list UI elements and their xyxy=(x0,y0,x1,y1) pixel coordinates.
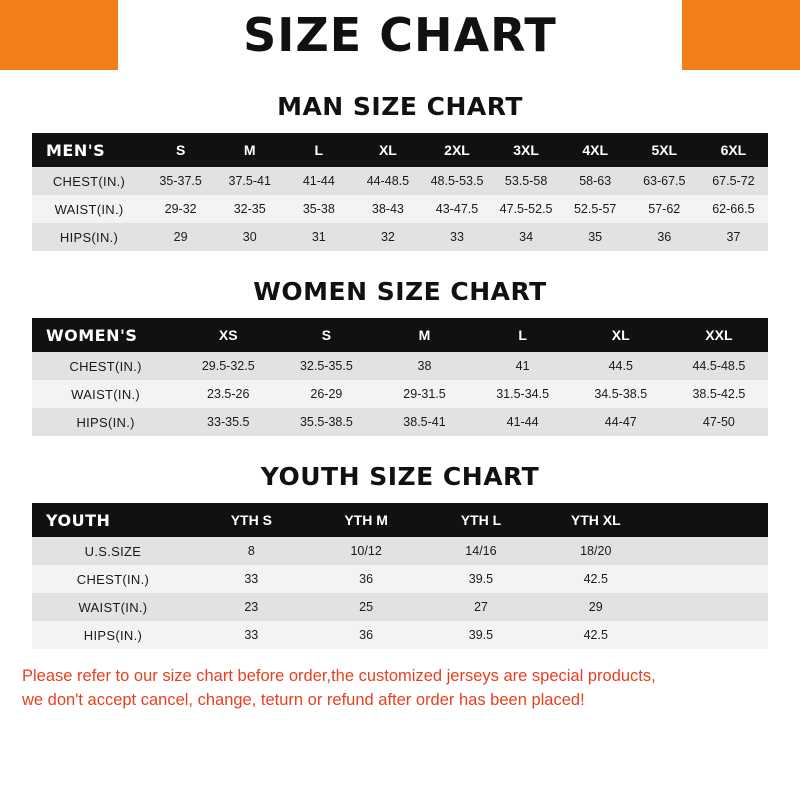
table-cell: 23.5-26 xyxy=(207,387,250,401)
table-header-row xyxy=(32,503,768,537)
table-header-cell: L xyxy=(518,327,527,343)
table-header-cell: M xyxy=(418,327,431,343)
women-section-title: WOMEN SIZE CHART xyxy=(253,277,547,306)
table-cell: 62-66.5 xyxy=(712,202,755,216)
page-title: SIZE CHART xyxy=(243,8,557,62)
table-row xyxy=(32,380,768,408)
table-cell: 10/12 xyxy=(350,544,382,558)
table-cell: 29-31.5 xyxy=(403,387,446,401)
disclaimer-line-1: Please refer to our size chart before order,the customized jerseys are special products, xyxy=(22,667,656,685)
table-row xyxy=(32,593,768,621)
row-label: HIPS(IN.) xyxy=(59,229,119,245)
row-label: CHEST(IN.) xyxy=(69,358,142,374)
table-cell: 32-35 xyxy=(233,202,266,216)
table-cell: 36 xyxy=(657,230,672,244)
man-size-table xyxy=(32,133,768,251)
table-cell: 31 xyxy=(311,230,326,244)
table-header-cell: WOMEN'S xyxy=(46,325,138,345)
table-cell: 32 xyxy=(380,230,395,244)
table-cell: 48.5-53.5 xyxy=(430,174,484,188)
table-cell: 44.5 xyxy=(608,359,633,373)
row-label: HIPS(IN.) xyxy=(76,414,135,430)
table-cell xyxy=(653,565,768,593)
table-header-cell: M xyxy=(243,142,256,158)
table-cell: 42.5 xyxy=(583,572,608,586)
table-cell: 8 xyxy=(247,544,255,558)
row-label: CHEST(IN.) xyxy=(52,173,126,189)
table-cell xyxy=(653,593,768,621)
table-cell: 53.5-58 xyxy=(504,174,548,188)
table-cell: 67.5-72 xyxy=(712,174,755,188)
disclaimer-note xyxy=(22,665,778,713)
table-cell: 37 xyxy=(726,230,741,244)
table-cell: 25 xyxy=(359,600,374,614)
table-header-cell: 5XL xyxy=(651,142,678,158)
table-cell: 39.5 xyxy=(468,572,494,586)
table-cell: 36 xyxy=(359,628,374,642)
table-cell: 29-32 xyxy=(164,202,197,216)
table-cell: 26-29 xyxy=(310,387,343,401)
table-row xyxy=(32,621,768,649)
table-header-row xyxy=(32,133,768,167)
table-header-cell: S xyxy=(175,142,186,158)
table-cell: 39.5 xyxy=(468,628,494,642)
women-table-wrap xyxy=(32,318,768,436)
table-cell: 41-44 xyxy=(302,174,335,188)
row-label: WAIST(IN.) xyxy=(78,599,148,615)
table-cell: 33 xyxy=(450,230,464,244)
row-label: HIPS(IN.) xyxy=(83,627,143,643)
table-header-cell: L xyxy=(314,142,324,158)
table-cell: 44-47 xyxy=(604,415,637,429)
table-cell: 52.5-57 xyxy=(573,202,617,216)
table-cell: 18/20 xyxy=(580,544,612,558)
table-header-cell: XL xyxy=(378,142,397,158)
table-cell: 33 xyxy=(244,628,259,642)
table-cell: 14/16 xyxy=(465,544,497,558)
table-cell: 44-48.5 xyxy=(366,174,410,188)
table-header-cell: XXL xyxy=(705,327,733,343)
table-row xyxy=(32,223,768,251)
table-header-row xyxy=(32,318,768,352)
table-cell: 32.5-35.5 xyxy=(299,359,353,373)
table-cell: 43-47.5 xyxy=(435,202,479,216)
table-header-cell: S xyxy=(321,327,332,343)
youth-size-table xyxy=(32,503,768,649)
table-cell: 35-37.5 xyxy=(159,174,202,188)
table-cell: 41 xyxy=(515,359,530,373)
table-header-cell: 3XL xyxy=(513,142,539,158)
table-header-cell: YTH L xyxy=(460,512,502,528)
man-section-title: MAN SIZE CHART xyxy=(277,92,523,121)
table-header-cell: XL xyxy=(611,327,630,343)
table-cell: 30 xyxy=(242,230,257,244)
women-size-table xyxy=(32,318,768,436)
table-cell: 58-63 xyxy=(579,174,612,188)
youth-section-title: YOUTH SIZE CHART xyxy=(260,462,540,491)
table-cell: 35 xyxy=(588,230,603,244)
table-cell: 29 xyxy=(173,230,188,244)
disclaimer-line-2: we don't accept cancel, change, teturn or refund after order has been placed! xyxy=(22,690,585,709)
table-header-cell: 4XL xyxy=(582,142,609,158)
table-cell: 29 xyxy=(588,600,603,614)
table-cell: 63-67.5 xyxy=(643,174,686,188)
header-banner xyxy=(0,0,800,70)
table-header-cell: YTH S xyxy=(230,512,272,528)
table-row xyxy=(32,537,768,565)
table-cell: 44.5-48.5 xyxy=(692,359,746,373)
table-row xyxy=(32,352,768,380)
table-cell: 47.5-52.5 xyxy=(499,202,553,216)
table-cell: 23 xyxy=(244,600,259,614)
row-label: WAIST(IN.) xyxy=(54,201,124,217)
table-header-cell: MEN'S xyxy=(46,140,106,160)
table-cell: 38.5-41 xyxy=(403,415,446,429)
table-header-cell xyxy=(653,503,768,537)
table-cell: 33-35.5 xyxy=(207,415,250,429)
table-cell: 35-38 xyxy=(302,202,335,216)
table-row xyxy=(32,565,768,593)
row-label: CHEST(IN.) xyxy=(76,571,150,587)
table-cell: 38 xyxy=(417,359,432,373)
table-row xyxy=(32,408,768,436)
table-row xyxy=(32,167,768,195)
table-cell: 38.5-42.5 xyxy=(692,387,746,401)
table-cell xyxy=(653,621,768,649)
table-cell: 34.5-38.5 xyxy=(594,387,648,401)
table-cell: 27 xyxy=(473,600,488,614)
header-banner-inner xyxy=(118,0,682,70)
table-header-cell: YOUTH xyxy=(46,510,111,530)
table-header-cell: YTH M xyxy=(344,512,388,528)
row-label: WAIST(IN.) xyxy=(71,386,141,402)
youth-table-wrap xyxy=(32,503,768,649)
table-row xyxy=(32,195,768,223)
table-cell: 57-62 xyxy=(648,202,681,216)
table-cell: 34 xyxy=(519,230,534,244)
table-cell xyxy=(653,537,768,565)
table-cell: 38-43 xyxy=(371,202,404,216)
table-cell: 33 xyxy=(244,572,259,586)
table-header-cell: YTH XL xyxy=(570,512,621,528)
table-cell: 42.5 xyxy=(583,628,608,642)
table-cell: 36 xyxy=(359,572,374,586)
table-header-cell: XS xyxy=(218,327,238,343)
table-header-cell: 6XL xyxy=(720,142,747,158)
table-cell: 29.5-32.5 xyxy=(201,359,255,373)
table-cell: 41-44 xyxy=(506,415,539,429)
table-cell: 47-50 xyxy=(702,415,735,429)
man-table-wrap xyxy=(32,133,768,251)
table-cell: 31.5-34.5 xyxy=(496,387,550,401)
row-label: U.S.SIZE xyxy=(84,543,142,559)
table-header-cell: 2XL xyxy=(444,142,470,158)
table-cell: 37.5-41 xyxy=(228,174,271,188)
table-cell: 35.5-38.5 xyxy=(299,415,353,429)
